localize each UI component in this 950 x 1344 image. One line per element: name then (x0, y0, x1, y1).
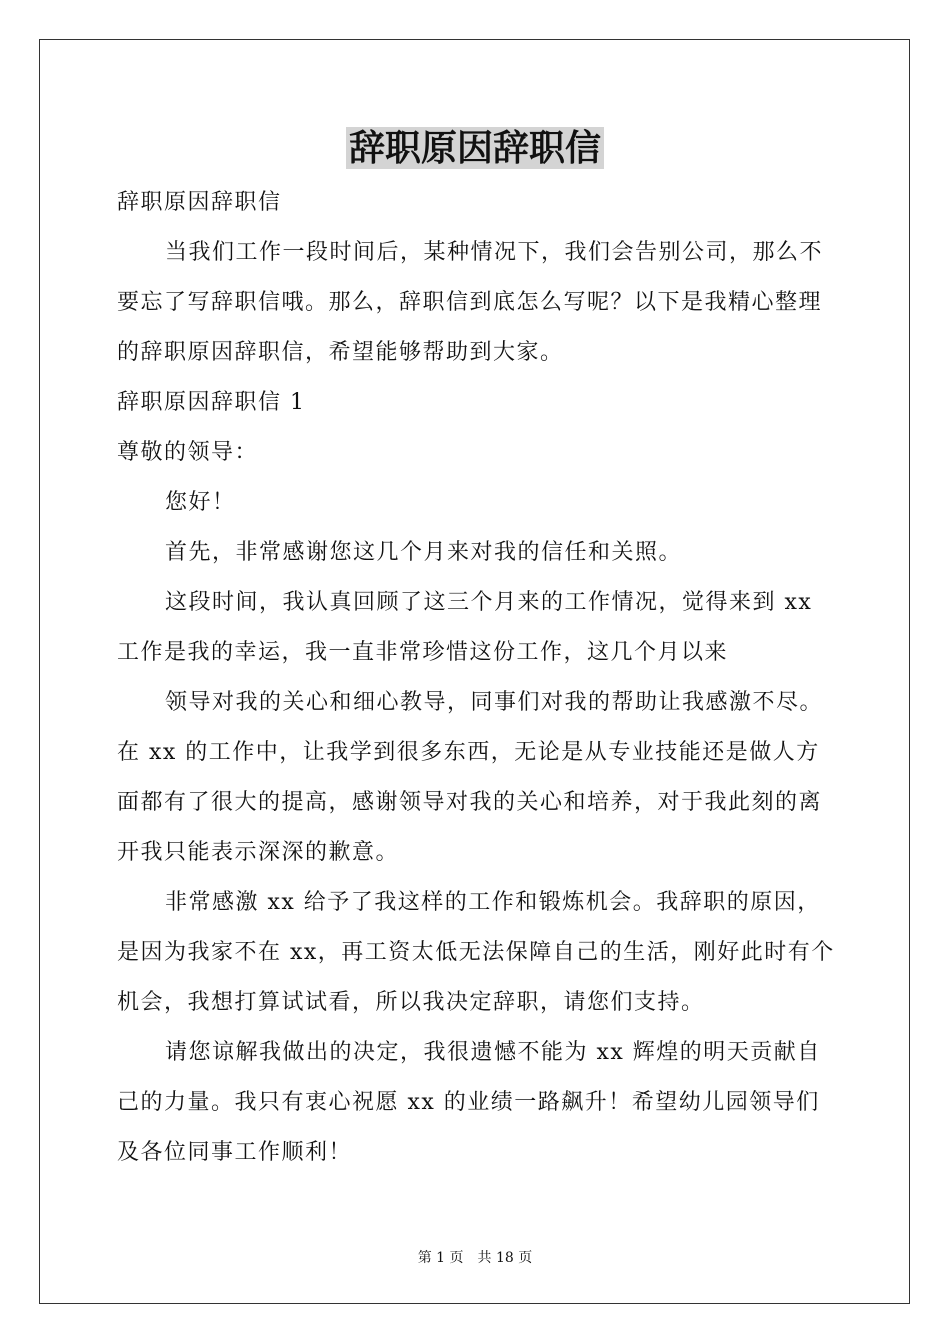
paragraph: 这段时间，我认真回顾了这三个月来的工作情况，觉得来到 xx 工作是我的幸运，我一直非常珍惜这份工作，这几个月以来 (117, 590, 813, 665)
paragraph: 尊敬的领导： (117, 440, 259, 465)
document-title: 辞职原因辞职信 (346, 127, 604, 169)
paragraph: 当我们工作一段时间后，某种情况下，我们会告别公司，那么不要忘了写辞职信哦。那么，辞职信到底怎么写呢？以下是我精心整理的辞职原因辞职信，希望能够帮助到大家。 (117, 240, 824, 365)
document-body (117, 178, 835, 1178)
page-footer: 第 1 页 共 18 页 (417, 1250, 533, 1266)
paragraph: 非常感激 xx 给予了我这样的工作和锻炼机会。我辞职的原因，是因为我家不在 xx，再工资太低无法保障自己的生活，刚好此时有个机会，我想打算试试看，所以我决定辞职，请您们支持。 (117, 890, 835, 1015)
paragraph: 辞职原因辞职信 (117, 190, 282, 215)
paragraph: 您好！ (165, 490, 236, 515)
document-title-wrapper (0, 124, 950, 172)
paragraph: 首先，非常感谢您这几个月来对我的信任和关照。 (165, 540, 683, 565)
paragraph: 领导对我的关心和细心教导，同事们对我的帮助让我感激不尽。在 xx 的工作中，让我学到很多东西，无论是从专业技能还是做人方面都有了很大的提高，感谢领导对我的关心和培养，对于我此刻的离开我只能表示深深的歉意。 (117, 690, 824, 865)
paragraph: 请您谅解我做出的决定，我很遗憾不能为 xx 辉煌的明天贡献自己的力量。我只有衷心祝愿 xx 的业绩一路飙升！希望幼儿园领导们及各位同事工作顺利！ (117, 1040, 821, 1165)
paragraph: 辞职原因辞职信 1 (117, 390, 306, 415)
